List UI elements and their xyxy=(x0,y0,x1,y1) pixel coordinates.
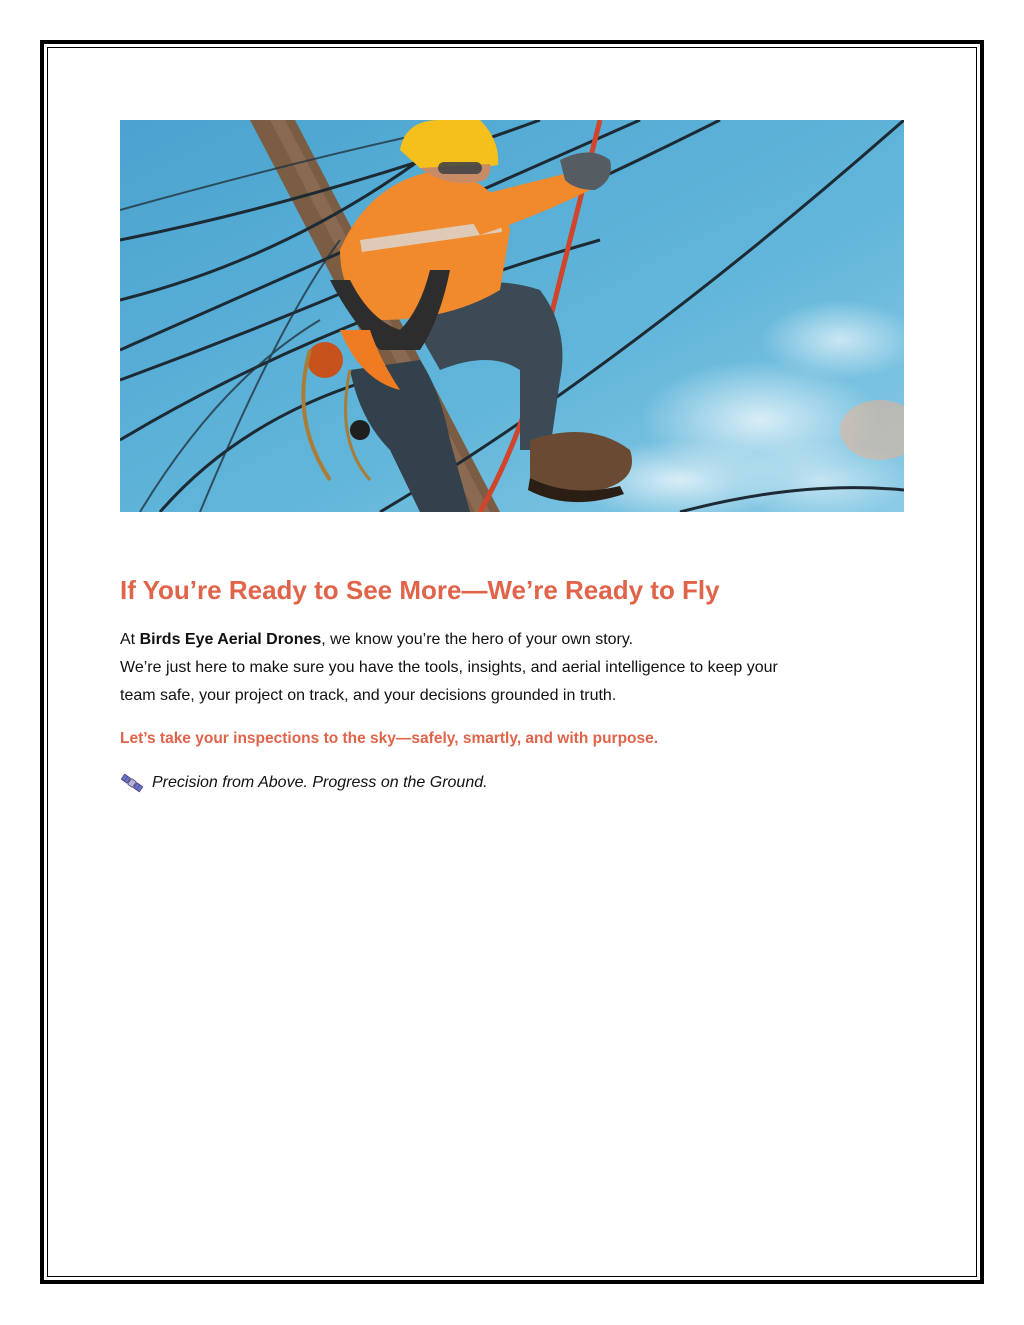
company-name: Birds Eye Aerial Drones xyxy=(139,631,322,648)
body-text xyxy=(120,626,904,710)
hero-photo-illustration xyxy=(120,120,904,512)
headline: If You’re Ready to See More—We’re Ready to Fly xyxy=(120,575,720,605)
hero-photo xyxy=(120,120,904,512)
call-to-action: Let’s take your inspections to the sky—safely, smartly, and with purpose. xyxy=(120,730,659,747)
tagline xyxy=(120,769,904,797)
intro-line xyxy=(120,626,904,654)
satellite-icon xyxy=(120,771,144,795)
body-line-3: team safe, your project on track, and your decisions grounded in truth. xyxy=(120,687,617,704)
tagline-text: Precision from Above. Progress on the Ground. xyxy=(152,774,488,791)
intro-suffix: , we know you’re the hero of your own story. xyxy=(321,631,634,648)
body-line-2: We’re just here to make sure you have the tools, insights, and aerial intelligence to keep your xyxy=(120,659,778,676)
intro-prefix: At xyxy=(120,631,140,648)
